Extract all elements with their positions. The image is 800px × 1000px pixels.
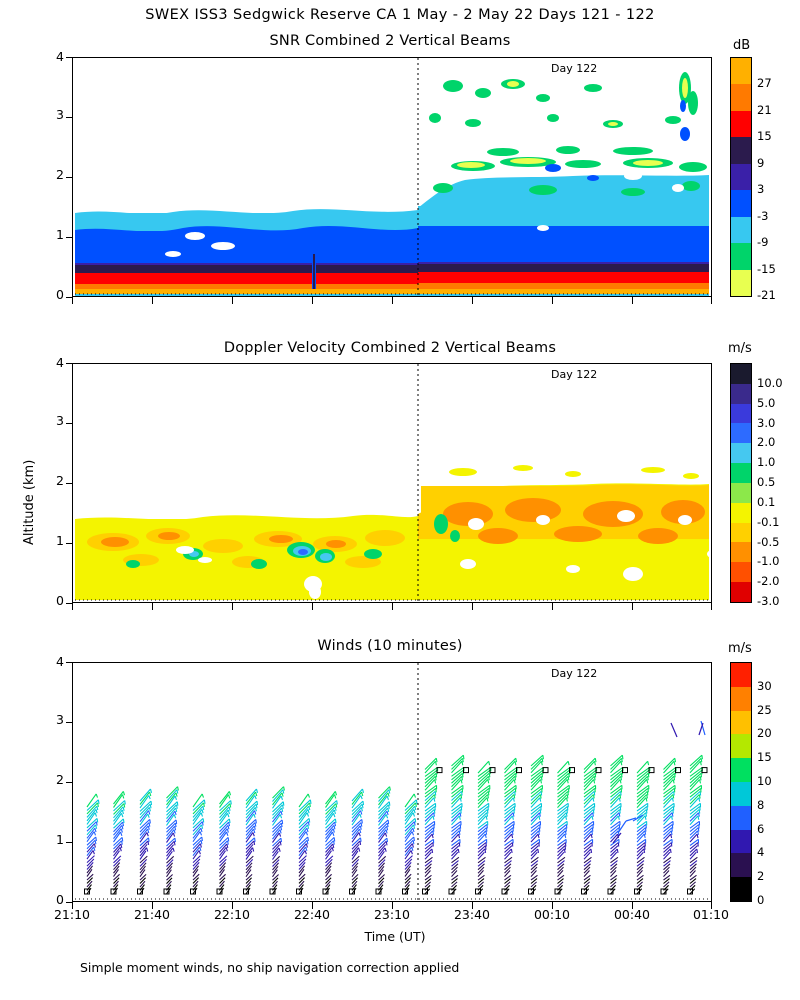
wind-barb-flag (416, 800, 417, 804)
colorbar-tick-label: -3.0 (757, 594, 780, 608)
wind-barb-flag (363, 801, 364, 805)
wind-barb-flag (540, 795, 541, 799)
day-marker-doppler: Day 122 (551, 368, 598, 381)
wind-barb-flag (699, 795, 700, 799)
colorbar-segment (731, 877, 751, 901)
colorbar-segment (731, 384, 751, 404)
wind-barb-flag (334, 837, 335, 841)
wind-barb-flag (283, 805, 284, 809)
snr-plot-area (72, 57, 712, 297)
wind-barb-flag (175, 838, 176, 842)
wind-barb-flag (436, 773, 437, 777)
wind-barb-flag (514, 795, 515, 799)
wind-barb-flag (228, 837, 229, 841)
wind-barb-flag (435, 776, 436, 780)
colorbar-tick-label: 3.0 (757, 415, 776, 430)
winds-plot-area (72, 662, 712, 902)
y-axis-label: Altitude (km) (22, 459, 37, 545)
wind-barb-flag (203, 818, 204, 822)
colorbar-tick-label: -2.0 (757, 574, 780, 589)
wind-barb-flag (97, 818, 98, 822)
wind-barb-flag (414, 822, 415, 826)
wind-barb-flag (413, 840, 414, 844)
wind-barb-flag (125, 801, 126, 805)
colorbar-segment (731, 137, 751, 163)
colorbar-tick-label: 27 (757, 76, 772, 91)
colorbar-segment (731, 782, 751, 806)
colorbar-tick-label: -21 (757, 288, 776, 302)
colorbar-tick-label: -0.1 (757, 514, 780, 529)
snr-ytick-1: 1 (56, 227, 64, 242)
winds-ytick-1: 1 (56, 832, 64, 847)
colorbar-tick-label: 0.5 (757, 475, 776, 489)
wind-barb-flag (361, 838, 362, 842)
colorbar-tick-label: 4 (757, 845, 765, 860)
colorbar-tick-label: 20 (757, 726, 772, 741)
doppler-field (73, 364, 711, 602)
wind-barb-flag (149, 838, 150, 842)
wind-barb-flag (463, 758, 464, 762)
wind-barb-flag (256, 804, 257, 808)
wind-barb-flag (594, 795, 595, 799)
wind-barb-flag (390, 787, 391, 791)
xtick-4: 23:10 (373, 907, 411, 922)
colorbar-tick-label: 0 (757, 893, 765, 907)
winds-colorbar (730, 662, 752, 902)
colorbar-tick-label: 30 (757, 678, 772, 693)
wind-barb-flag (176, 820, 177, 824)
colorbar-segment (731, 542, 751, 562)
colorbar-tick-label: 15 (757, 750, 772, 765)
wind-barb-flag (307, 840, 308, 844)
colorbar-segment (731, 806, 751, 830)
wind-barb-flag (96, 822, 97, 826)
wind-barb-flag (458, 849, 459, 853)
colorbar-segment (731, 663, 751, 687)
wind-barb-flag (617, 849, 618, 853)
wind-barb-flag (98, 800, 99, 804)
colorbar-tick-label: 2.0 (757, 435, 776, 450)
wind-barb-flag (543, 755, 544, 759)
wind-barb-flag (337, 801, 338, 805)
colorbar-tick-label: -9 (757, 235, 769, 250)
colorbar-tick-label: 1.0 (757, 455, 776, 470)
wind-barb-flag (95, 840, 96, 844)
wind-barb-flag (386, 841, 387, 845)
wind-barb-flag (432, 849, 433, 853)
wind-barb-flag (463, 755, 464, 759)
wind-barb-flag (594, 776, 595, 780)
colorbar-tick-label: 5.0 (757, 395, 776, 410)
wind-barb-flag (675, 773, 676, 777)
xtick-8: 01:10 (692, 907, 730, 922)
wind-barb-flag (435, 791, 436, 795)
xtick-1: 21:40 (133, 907, 171, 922)
colorbar-segment (731, 562, 751, 582)
doppler-ytick-2: 2 (56, 473, 64, 488)
wind-barb-flag (415, 818, 416, 822)
colorbar-tick-label: 0.1 (757, 494, 776, 509)
colorbar-segment (731, 217, 751, 243)
wind-barb-flag (700, 776, 701, 780)
winds-ytick-4: 4 (56, 654, 64, 669)
day-marker-snr: Day 122 (551, 62, 598, 75)
wind-barb-flag (461, 795, 462, 799)
wind-barb-flag (308, 837, 309, 841)
wind-barb-flag (150, 819, 151, 823)
wind-barb-flag (148, 841, 149, 845)
wind-barb-flag (178, 787, 179, 791)
colorbar-segment (731, 443, 751, 463)
colorbar-segment (731, 463, 751, 483)
wind-barb-flag (174, 841, 175, 845)
wind-barb-flag (489, 776, 490, 780)
wind-barb-flag (96, 837, 97, 841)
wind-barb-flag (150, 804, 151, 808)
wind-barb-flag (281, 823, 282, 827)
wind-barb-flag (387, 838, 388, 842)
wind-barb-flag (204, 803, 205, 807)
xtick-5: 23:40 (453, 907, 491, 922)
wind-barb-flag (336, 804, 337, 808)
wind-barb-flag (151, 801, 152, 805)
colorbar-tick-label: 10 (757, 774, 772, 788)
wind-barb-flag (177, 802, 178, 806)
snr-ytick-0: 0 (56, 287, 64, 302)
wind-barb-flag (177, 805, 178, 809)
wind-barb-flag (282, 820, 283, 824)
doppler-colorbar (730, 363, 752, 603)
wind-barb-flag (389, 802, 390, 806)
snr-ytick-2: 2 (56, 167, 64, 182)
wind-barb-flag (229, 822, 230, 826)
wind-barb-flag (362, 819, 363, 823)
colorbar-segment (731, 830, 751, 854)
colorbar-segment (731, 853, 751, 877)
winds-colorbar-title: m/s (728, 641, 752, 656)
wind-barb-flag (231, 801, 232, 805)
doppler-colorbar-title: m/s (728, 341, 752, 356)
snr-ytick-3: 3 (56, 107, 64, 122)
wind-barb-flag (591, 849, 592, 853)
colorbar-segment (731, 111, 751, 137)
colorbar-segment (731, 164, 751, 190)
wind-barb-flag (124, 804, 125, 808)
wind-barb-flag (516, 758, 517, 762)
colorbar-segment (731, 190, 751, 216)
wind-barb-flag (697, 849, 698, 853)
winds-ytick-2: 2 (56, 772, 64, 787)
colorbar-tick-label: 6 (757, 821, 765, 836)
wind-barb-flag (255, 838, 256, 842)
wind-barb-flag (360, 841, 361, 845)
snr-field (73, 58, 711, 296)
colorbar-tick-label: 8 (757, 797, 765, 812)
colorbar-segment (731, 270, 751, 296)
colorbar-tick-label: -3 (757, 208, 769, 223)
colorbar-tick-label: 15 (757, 129, 772, 144)
wind-barb-flag (122, 837, 123, 841)
wind-barb-flag (254, 841, 255, 845)
wind-barb-flag (388, 820, 389, 824)
wind-barb-flag (230, 804, 231, 808)
doppler-ytick-4: 4 (56, 355, 64, 370)
wind-barb-flag (310, 800, 311, 804)
wind-barb-flag (201, 840, 202, 844)
wind-barb-flag (335, 822, 336, 826)
snr-colorbar-title: dB (733, 38, 751, 53)
doppler-ytick-0: 0 (56, 593, 64, 608)
wind-barb-flag (309, 818, 310, 822)
colorbar-tick-label: 21 (757, 102, 772, 117)
wind-barb-flag (281, 838, 282, 842)
wind-barb-flag (542, 758, 543, 762)
colorbar-segment (731, 503, 751, 523)
winds-ytick-0: 0 (56, 892, 64, 907)
doppler-plot-area (72, 363, 712, 603)
wind-barb-flag (516, 773, 517, 777)
colorbar-segment (731, 243, 751, 269)
colorbar-tick-label: 3 (757, 182, 765, 197)
page-title: SWEX ISS3 Sedgwick Reserve CA 1 May - 2 May 22 Days 121 - 122 (145, 7, 655, 23)
wind-barb-flag (414, 837, 415, 841)
colorbar-segment (731, 84, 751, 110)
panel-title-winds: Winds (10 minutes) (317, 638, 463, 654)
snr-colorbar (730, 57, 752, 297)
wind-barb-flag (308, 822, 309, 826)
colorbar-segment (731, 711, 751, 735)
wind-barb-flag (594, 791, 595, 795)
doppler-ytick-3: 3 (56, 413, 64, 428)
wind-barb-flag (204, 800, 205, 804)
wind-barb-flag (257, 801, 258, 805)
wind-barb-flag (538, 849, 539, 853)
colorbar-segment (731, 364, 751, 384)
wind-barb-flag (175, 823, 176, 827)
snr-ytick-4: 4 (56, 49, 64, 64)
xtick-7: 00:40 (613, 907, 651, 922)
colorbar-segment (731, 523, 751, 543)
wind-barb-flag (416, 803, 417, 807)
wind-barb-flag (648, 776, 649, 780)
wind-barb-flag (675, 758, 676, 762)
panel-title-snr: SNR Combined 2 Vertical Beams (269, 33, 511, 49)
wind-barb-flag (362, 804, 363, 808)
colorbar-segment (731, 58, 751, 84)
wind-barb-flag (462, 776, 463, 780)
colorbar-segment (731, 758, 751, 782)
wind-barb-flag (541, 776, 542, 780)
wind-barb-flag (435, 795, 436, 799)
wind-barb-flag (310, 803, 311, 807)
colorbar-tick-label: 9 (757, 155, 765, 170)
panel-title-doppler: Doppler Velocity Combined 2 Vertical Beams (223, 340, 557, 356)
xtick-6: 00:10 (533, 907, 571, 922)
colorbar-tick-label: 2 (757, 869, 765, 884)
colorbar-tick-label: -15 (757, 261, 776, 276)
colorbar-tick-label: -1.0 (757, 554, 780, 569)
wind-barb-flag (280, 841, 281, 845)
colorbar-segment (731, 734, 751, 758)
wind-barb-flag (515, 776, 516, 780)
wind-barb-flag (673, 795, 674, 799)
wind-barb-flag (622, 758, 623, 762)
wind-barb-flag (202, 822, 203, 826)
wind-barb-flag (511, 849, 512, 853)
wind-barb-flag (620, 795, 621, 799)
wind-barb-flag (670, 849, 671, 853)
colorbar-segment (731, 687, 751, 711)
colorbar-segment (731, 404, 751, 424)
wind-barb-flag (123, 819, 124, 823)
wind-barb-flag (123, 822, 124, 826)
wind-barb-flag (701, 758, 702, 762)
x-axis-label: Time (UT) (364, 929, 426, 944)
wind-barb-flag (515, 791, 516, 795)
xtick-2: 22:10 (213, 907, 251, 922)
wind-barb-flag (387, 823, 388, 827)
winds-barbs (73, 663, 711, 901)
wind-barb-flag (283, 802, 284, 806)
wind-barb-flag (622, 755, 623, 759)
colorbar-tick-label: 25 (757, 702, 772, 717)
colorbar-tick-label: -0.5 (757, 534, 780, 549)
wind-barb-flag (436, 758, 437, 762)
wind-barb-flag (595, 773, 596, 777)
day-marker-winds: Day 122 (551, 667, 598, 680)
wind-barb-flag (255, 823, 256, 827)
wind-barb-flag (98, 803, 99, 807)
wind-barb-flag (229, 819, 230, 823)
colorbar-segment (731, 423, 751, 443)
xtick-3: 22:40 (293, 907, 331, 922)
footer-note: Simple moment winds, no ship navigation correction applied (80, 960, 460, 975)
wind-barb-flag (284, 787, 285, 791)
wind-barb-flag (361, 823, 362, 827)
colorbar-segment (731, 483, 751, 503)
wind-barb-flag (335, 819, 336, 823)
wind-barb-flag (202, 837, 203, 841)
wind-barb-flag (702, 755, 703, 759)
wind-barb-flag (149, 823, 150, 827)
wind-barb-flag (389, 805, 390, 809)
wind-barb-flag (568, 776, 569, 780)
winds-ytick-3: 3 (56, 712, 64, 727)
wind-barb-flag (674, 776, 675, 780)
doppler-ytick-1: 1 (56, 533, 64, 548)
xtick-0: 21:10 (53, 907, 91, 922)
colorbar-tick-label: 10.0 (757, 375, 783, 390)
wind-barb-flag (674, 791, 675, 795)
wind-barb-flag (595, 758, 596, 762)
wind-barb-flag (621, 776, 622, 780)
colorbar-segment (731, 582, 751, 602)
